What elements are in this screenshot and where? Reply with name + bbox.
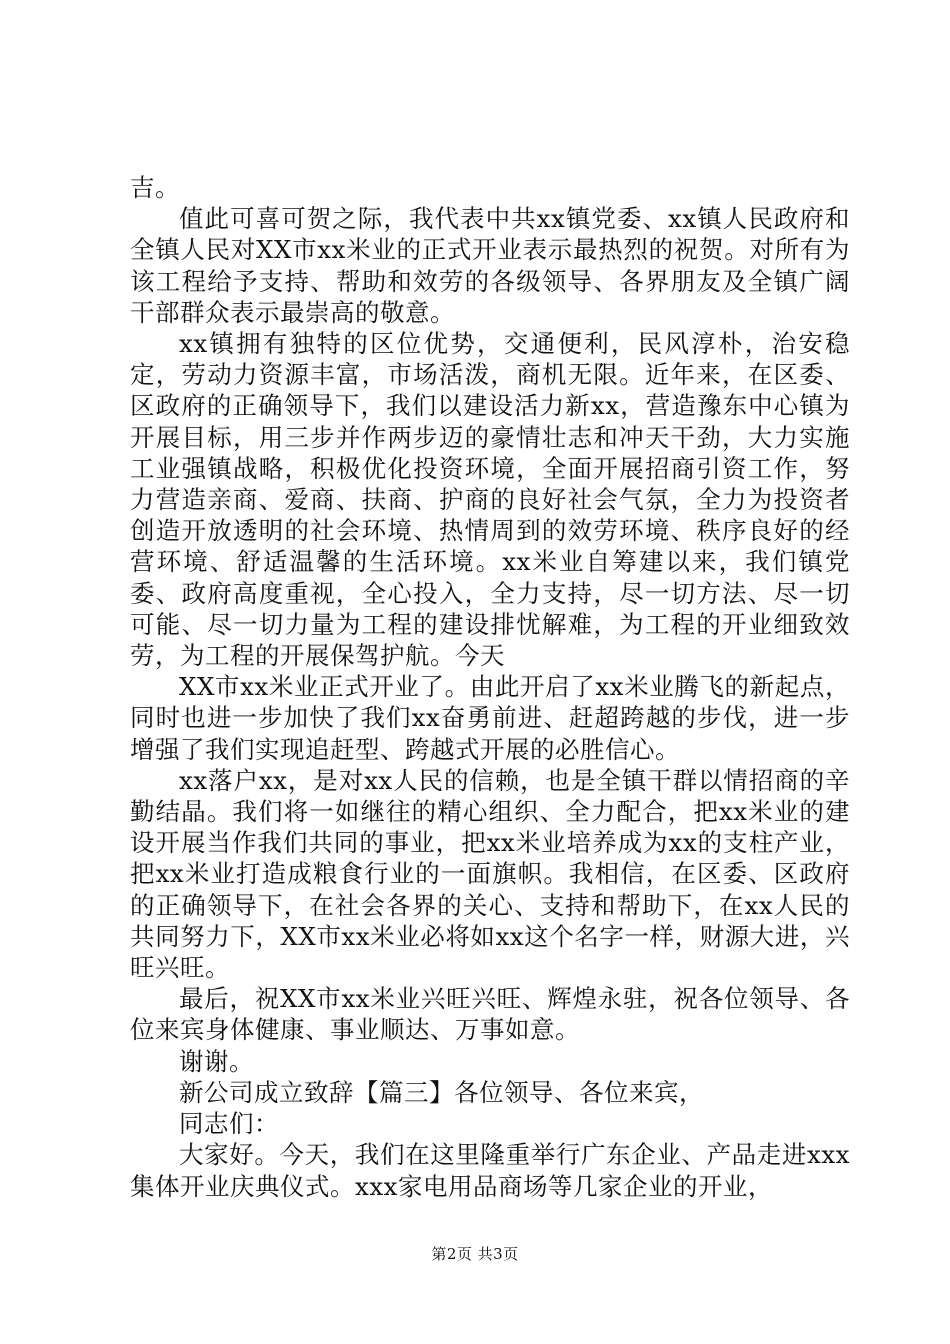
paragraph-7: 新公司成立致辞【篇三】各位领导、各位来宾， — [179, 1077, 704, 1107]
page-number: 第2页 共3页 — [431, 1245, 519, 1263]
paragraph-8: 同志们： — [179, 1109, 279, 1139]
paragraph-6: 谢谢。 — [179, 1046, 254, 1076]
paragraph-2: xx镇拥有独特的区位优势，交通便利，民风淳朴，治安稳定，劳动力资源丰富，市场活泼，商机无限。近年来，在区委、区政府的正确领导下，我们以建设活力新xx，营造豫东中心镇为开展目标，用三步并作两步迈的豪情壮志和冲天干劲，大力实施工业强镇战略，积极优化投资环境，全面开展招商引资工作，努力营造亲商、爱商、扶商、护商的良好社会气氛，全力为投资者创造开放透明的社会环境、热情周到的效劳环境、秩序良好的经营环境、舒适温馨的生活环境。xx米业自筹建以来，我们镇党委、政府高度重视，全心投入，全力支持，尽一切方法、尽一切可能、尽一切力量为工程的建设排忧解难，为工程的开业细致效劳，为工程的开展保驾护航。今天 — [130, 329, 850, 671]
paragraph-9: 大家好。今天，我们在这里隆重举行广东企业、产品走进xxx集体开业庆典仪式。xxx家电用品商场等几家企业的开业， — [130, 1140, 850, 1201]
document-body — [130, 172, 850, 1202]
paragraph-4: xx落户xx，是对xx人民的信赖，也是全镇干群以情招商的辛勤结晶。我们将一如继往的精心组织、全力配合，把xx米业的建设开展当作我们共同的事业，把xx米业培养成为xx的支柱产业，把xx米业打造成粮食行业的一面旗帜。我相信，在区委、区政府的正确领导下，在社会各界的关心、支持和帮助下，在xx人民的共同努力下，XX市xx米业必将如xx这个名字一样，财源大进，兴旺兴旺。 — [130, 765, 850, 983]
paragraph-5: 最后，祝XX市xx米业兴旺兴旺、辉煌永驻，祝各位领导、各位来宾身体健康、事业顺达、万事如意。 — [130, 984, 850, 1045]
paragraph-0: 吉。 — [130, 173, 180, 202]
paragraph-3: XX市xx米业正式开业了。由此开启了xx米业腾飞的新起点，同时也进一步加快了我们xx奋勇前进、赶超跨越的步伐，进一步增强了我们实现追赶型、跨越式开展的必胜信心。 — [130, 672, 850, 764]
page-footer — [0, 1243, 950, 1264]
paragraph-1: 值此可喜可贺之际，我代表中共xx镇党委、xx镇人民政府和全镇人民对XX市xx米业的正式开业表示最热烈的祝贺。对所有为该工程给予支持、帮助和效劳的各级领导、各界朋友及全镇广阔干部群众表示最崇高的敬意。 — [130, 204, 850, 327]
